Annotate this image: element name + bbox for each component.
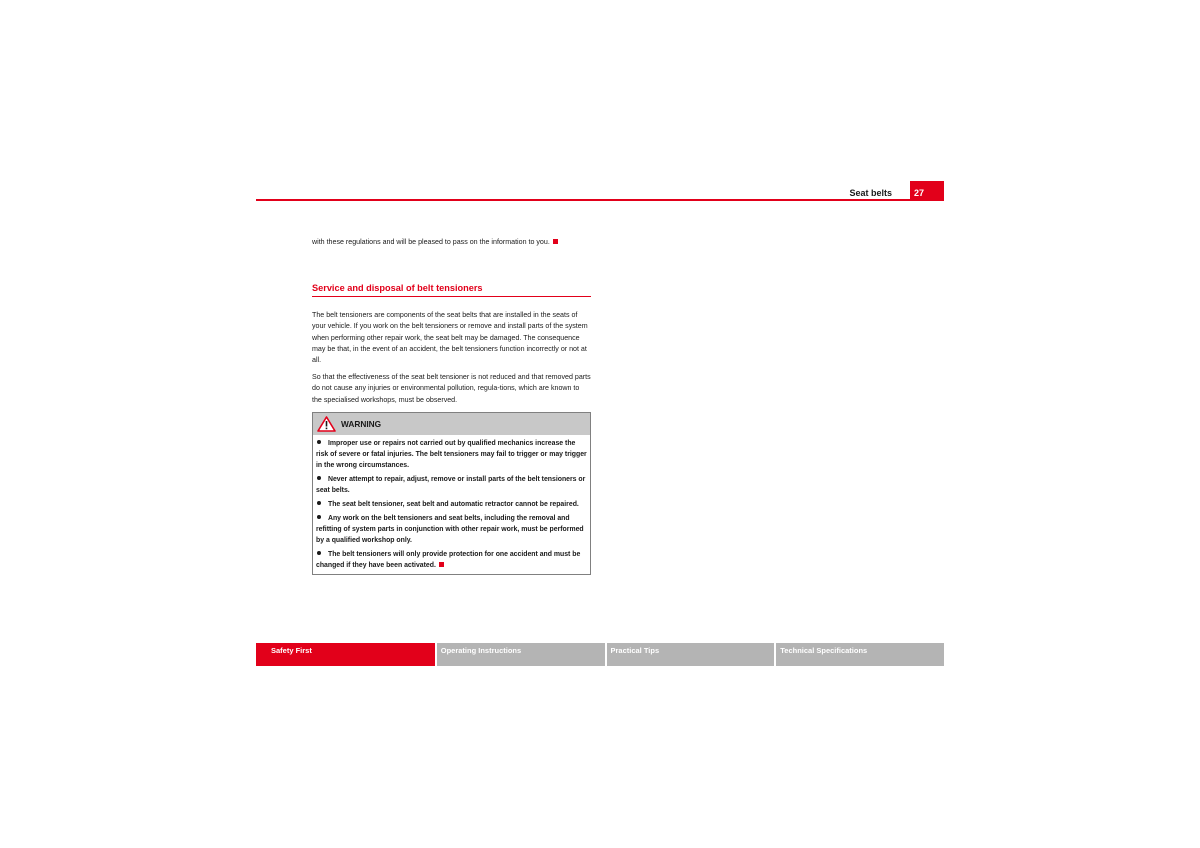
warning-box bbox=[312, 412, 591, 575]
warning-list bbox=[313, 435, 590, 574]
body-paragraph: So that the effectiveness of the seat belt tensioner is not reduced and that removed parts do not cause any injuries or environmental pollution, regula-tions, which are known to the specialised workshops, must be observed. bbox=[312, 373, 591, 404]
warning-header bbox=[313, 413, 590, 435]
warning-item: The belt tensioners will only provide protection for one accident and must be changed if they have been activated. bbox=[316, 550, 581, 569]
bullet-icon bbox=[317, 501, 321, 505]
bullet-icon bbox=[317, 551, 321, 555]
chapter-title: Seat belts bbox=[849, 188, 892, 198]
bullet-icon bbox=[317, 440, 321, 444]
footer-chapter-tabs bbox=[256, 643, 944, 666]
bullet-icon bbox=[317, 515, 321, 519]
tab-operating-instructions[interactable]: Operating Instructions bbox=[437, 643, 605, 666]
section-heading: Service and disposal of belt tensioners bbox=[312, 283, 591, 297]
tab-technical-specifications[interactable]: Technical Specifications bbox=[776, 643, 944, 666]
body-paragraph: The belt tensioners are components of the seat belts that are installed in the seats of your vehicle. If you work on the belt tensioners or remove and install parts of the system when performing other repair work, the seat belt may be damaged. The consequence may be that, in the event of an accident, the belt tensioners function incorrectly or not at all. bbox=[312, 311, 588, 365]
warning-item: Any work on the belt tensioners and seat belts, including the removal and refitting of system parts in conjunction with other repair work, must be performed by a qualified workshop only. bbox=[316, 514, 584, 544]
header-rule bbox=[256, 199, 944, 201]
page-number: 27 bbox=[910, 181, 944, 201]
section-end-marker bbox=[553, 239, 558, 244]
warning-item: Improper use or repairs not carried out by qualified mechanics increase the risk of severe or fatal injuries. The belt tensioners may fail to trigger or may trigger in the wrong circumstances. bbox=[316, 439, 587, 470]
intro-paragraph bbox=[312, 237, 591, 248]
section-end-marker bbox=[439, 562, 444, 567]
intro-text: with these regulations and will be pleased to pass on the information to you. bbox=[312, 238, 550, 246]
bullet-icon bbox=[317, 476, 321, 480]
content-column bbox=[312, 237, 591, 575]
warning-triangle-icon bbox=[317, 416, 336, 432]
tab-safety-first[interactable]: Safety First bbox=[256, 643, 435, 666]
warning-label: WARNING bbox=[341, 418, 382, 429]
warning-item: The seat belt tensioner, seat belt and automatic retractor cannot be repaired. bbox=[316, 499, 587, 510]
tab-practical-tips[interactable]: Practical Tips bbox=[607, 643, 775, 666]
warning-item: Never attempt to repair, adjust, remove or install parts of the belt tensioners or seat belts. bbox=[316, 475, 586, 495]
